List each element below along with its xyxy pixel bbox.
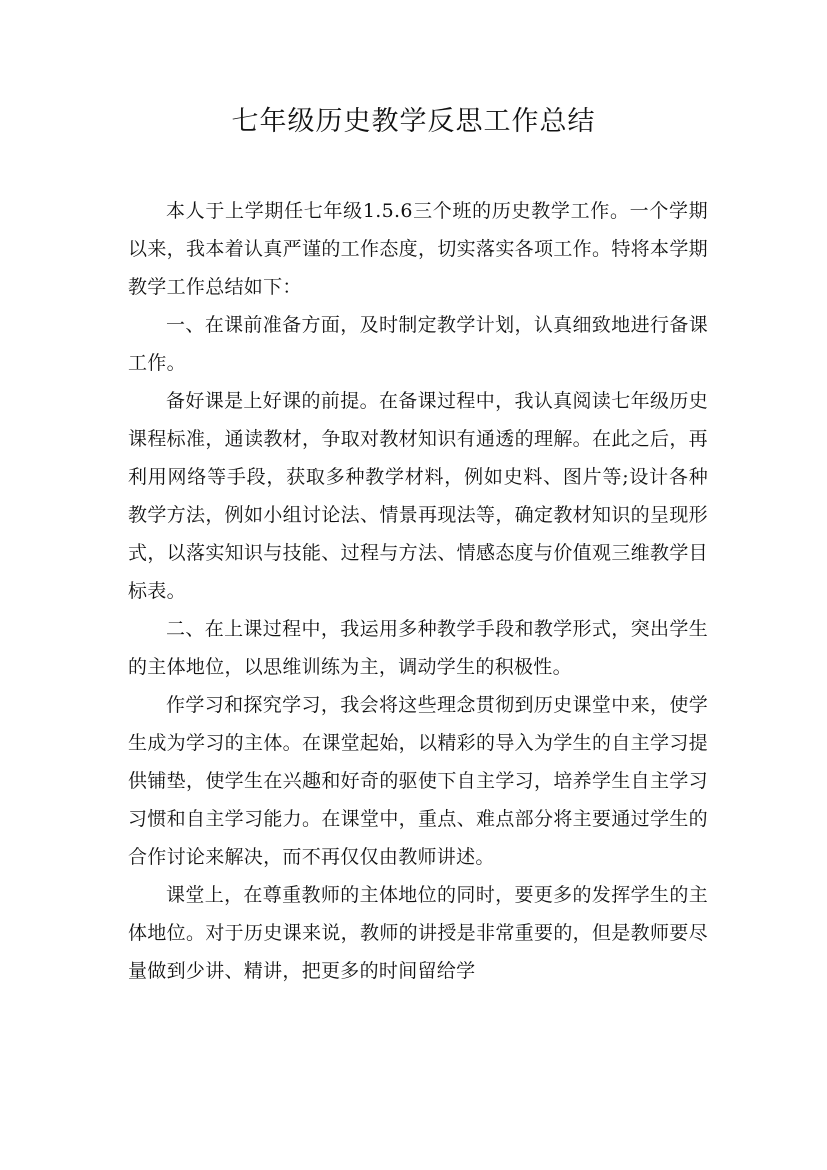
paragraph-section-2-heading: 二、在上课过程中，我运用多种教学手段和教学形式，突出学生的主体地位，以思维训练为主，调动学生的积极性。 bbox=[128, 618, 708, 678]
paragraph-lesson-preparation: 备好课是上好课的前提。在备课过程中，我认真阅读七年级历史课程标准，通读教材，争取对教材知识有通透的理解。在此之后，再利用网络等手段，获取多种教学材料，例如史料、图片等;设计各种教学方法，例如小组讨论法、情景再现法等，确定教材知识的呈现形式，以落实知识与技能、过程与方法、情感态度与价值观三维教学目标表。 bbox=[128, 390, 708, 602]
document-title: 七年级历史教学反思工作总结 bbox=[231, 106, 596, 137]
paragraph-cooperative-learning: 作学习和探究学习，我会将这些理念贯彻到历史课堂中来，使学生成为学习的主体。在课堂起始，以精彩的导入为学生的自主学习提供铺垫，使学生在兴趣和好奇的驱使下自主学习，培养学生自主学习习惯和自主学习能力。在课堂中，重点、难点部分将主要通过学生的合作讨论来解决，而不再仅仅由教师讲述。 bbox=[128, 694, 708, 868]
paragraph-classroom: 课堂上，在尊重教师的主体地位的同时，要更多的发挥学生的主体地位。对于历史课来说，教师的讲授是非常重要的，但是教师要尽量做到少讲、精讲，把更多的时间留给学 bbox=[128, 884, 708, 982]
paragraph-section-1-heading: 一、在课前准备方面，及时制定教学计划，认真细致地进行备课工作。 bbox=[128, 314, 708, 374]
document-body bbox=[128, 192, 708, 990]
paragraph-intro: 本人于上学期任七年级1.5.6三个班的历史教学工作。一个学期以来，我本着认真严谨的工作态度，切实落实各项工作。特将本学期教学工作总结如下： bbox=[128, 200, 708, 298]
